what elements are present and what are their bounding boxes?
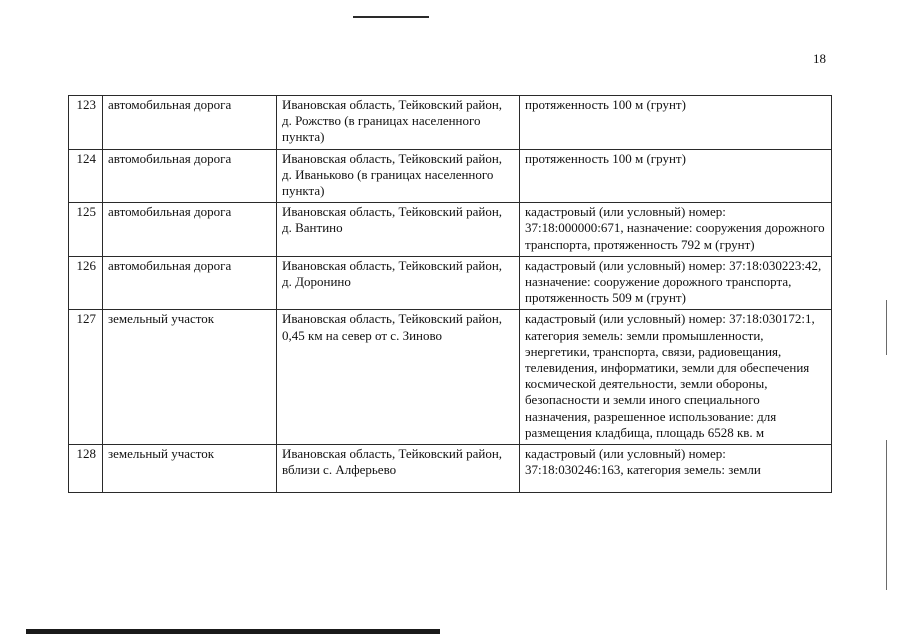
object-name: земельный участок (103, 445, 277, 493)
object-name: автомобильная дорога (103, 203, 277, 257)
object-address: Ивановская область, Тейковский район, д. Вантино (277, 203, 520, 257)
table-row (69, 96, 832, 150)
object-details: протяженность 100 м (грунт) (520, 96, 832, 150)
row-number: 123 (69, 96, 103, 150)
table-row (69, 149, 832, 203)
row-number: 125 (69, 203, 103, 257)
object-name: автомобильная дорога (103, 256, 277, 310)
property-table (68, 95, 832, 493)
object-details: протяженность 100 м (грунт) (520, 149, 832, 203)
object-name: автомобильная дорога (103, 96, 277, 150)
object-address: Ивановская область, Тейковский район, 0,45 км на север от с. Зиново (277, 310, 520, 445)
row-number: 126 (69, 256, 103, 310)
row-number: 124 (69, 149, 103, 203)
page-number: 18 (813, 51, 826, 66)
row-number: 128 (69, 445, 103, 493)
scan-artifact-edge-mark (886, 440, 887, 590)
object-address: Ивановская область, Тейковский район, вблизи с. Алферьево (277, 445, 520, 493)
object-details: кадастровый (или условный) номер: 37:18:030246:163, категория земель: земли (520, 445, 832, 493)
scan-artifact-top-line (353, 16, 429, 18)
scan-artifact-bottom-line (26, 629, 440, 634)
table-row (69, 203, 832, 257)
table-row (69, 256, 832, 310)
row-number: 127 (69, 310, 103, 445)
scan-artifact-edge-mark (886, 300, 887, 355)
object-address: Ивановская область, Тейковский район, д. Иваньково (в границах населенного пункта) (277, 149, 520, 203)
object-details: кадастровый (или условный) номер: 37:18:030223:42, назначение: сооружение дорожного транспорта, протяженность 509 м (грунт) (520, 256, 832, 310)
object-details: кадастровый (или условный) номер: 37:18:030172:1, категория земель: земли промышленности, энергетики, транспорта, связи, радиовещания, телевидения, информатики, земли для обеспечения космической деятельности, земли обороны, безопасности и земли иного специального назначения, разрешенное использование: для размещения кладбища, площадь 6528 кв. м (520, 310, 832, 445)
object-address: Ивановская область, Тейковский район, д. Рожство (в границах населенного пункта) (277, 96, 520, 150)
object-name: земельный участок (103, 310, 277, 445)
object-address: Ивановская область, Тейковский район, д. Доронино (277, 256, 520, 310)
table-row (69, 445, 832, 493)
object-name: автомобильная дорога (103, 149, 277, 203)
object-details: кадастровый (или условный) номер: 37:18:000000:671, назначение: сооружения дорожного транспорта, протяженность 792 м (грунт) (520, 203, 832, 257)
table-row (69, 310, 832, 445)
